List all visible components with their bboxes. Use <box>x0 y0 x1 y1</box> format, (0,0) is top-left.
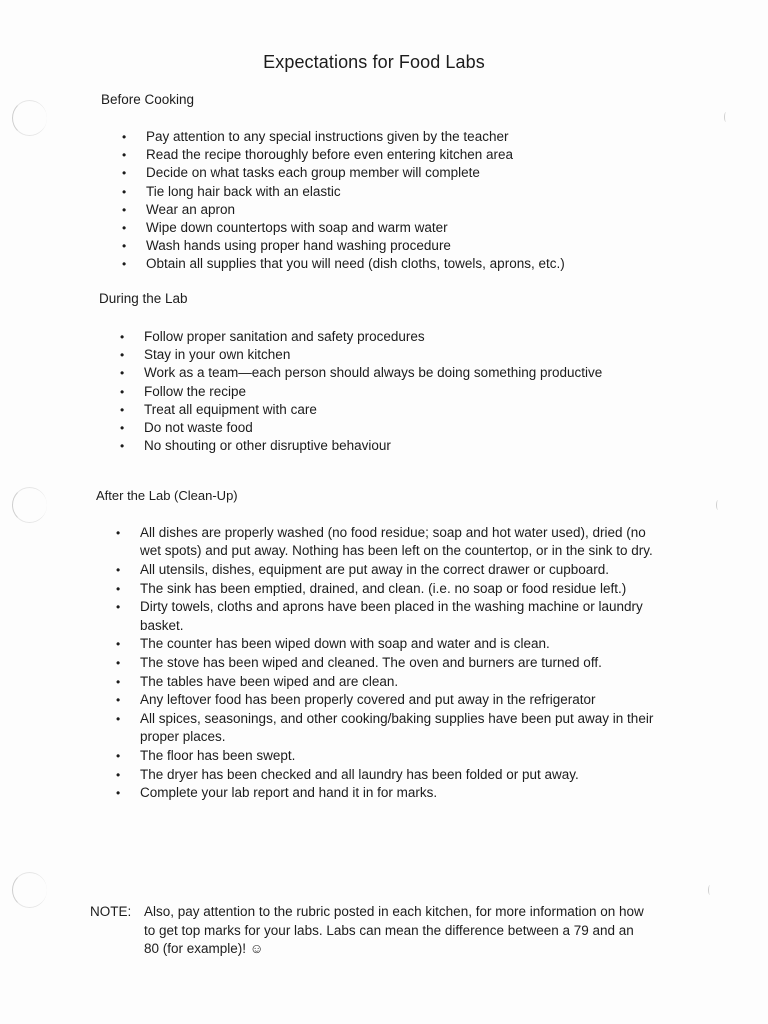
bullet-icon: • <box>116 693 121 708</box>
list-item: • Pay attention to any special instructions given by the teacher <box>146 128 666 146</box>
list-item: • The sink has been emptied, drained, and clean. (i.e. no soap or food residue left.) <box>140 580 660 598</box>
list-item: • All utensils, dishes, equipment are put away in the correct drawer or cupboard. <box>140 561 660 579</box>
list-item: • All spices, seasonings, and other cooking/baking supplies have been put away in their proper places. <box>116 711 654 745</box>
bullet-icon: • <box>122 202 127 217</box>
list-item: • Wear an apron <box>146 201 666 219</box>
punch-hole <box>12 487 47 523</box>
bullet-icon: • <box>122 130 127 144</box>
list-item: • Dirty towels, cloths and aprons have been placed in the washing machine or laundry basket. <box>116 599 643 633</box>
bullet-icon: • <box>116 562 121 577</box>
bullet-icon: • <box>122 184 127 199</box>
bullet-icon: • <box>120 348 125 363</box>
bullet-icon: • <box>122 257 127 272</box>
list-item: • Read the recipe thoroughly before even entering kitchen area <box>146 146 666 164</box>
during-lab-list <box>120 328 624 455</box>
scan-mark <box>716 500 720 510</box>
list-item: • Follow the recipe <box>144 383 624 401</box>
note-text: Also, pay attention to the rubric posted in each kitchen, for more information on how to get top marks for your labs. Labs can mean the difference between a 79 and an 80 (for example)! ☺ <box>144 904 644 956</box>
bullet-icon: • <box>122 221 127 236</box>
list-item: • Obtain all supplies that you will need (dish cloths, towels, aprons, etc.) <box>146 255 666 273</box>
list-item: • The dryer has been checked and all laundry has been folded or put away. <box>140 766 660 784</box>
bullet-icon: • <box>120 384 125 399</box>
page-title: Expectations for Food Labs <box>263 52 485 72</box>
bullet-icon: • <box>120 439 125 454</box>
scan-mark <box>724 112 728 122</box>
after-lab-list <box>116 524 660 803</box>
list-item: • The floor has been swept. <box>140 747 660 765</box>
bullet-icon: • <box>120 421 125 436</box>
bullet-icon: • <box>116 581 121 596</box>
list-item: • Decide on what tasks each group member will complete <box>146 164 666 182</box>
list-item: • Tie long hair back with an elastic <box>146 183 666 201</box>
list-item: • Work as a team—each person should always be doing something productive <box>144 364 624 382</box>
before-cooking-list <box>122 128 666 274</box>
bullet-icon: • <box>122 239 127 254</box>
list-item: • All dishes are properly washed (no food residue; soap and hot water used), dried (no wet spots) and put away. Nothing has been left on the countertop, or in the sink to dry. <box>116 525 653 559</box>
bullet-icon: • <box>116 526 121 540</box>
list-item: • The stove has been wiped and cleaned. The oven and burners are turned off. <box>140 654 660 672</box>
bullet-icon: • <box>116 674 121 689</box>
scan-mark <box>708 885 712 895</box>
list-item: • Do not waste food <box>144 419 624 437</box>
list-item: • Treat all equipment with care <box>144 401 624 419</box>
note-block <box>90 903 650 959</box>
list-item: • Wipe down countertops with soap and warm water <box>146 219 666 237</box>
list-item: • The counter has been wiped down with soap and water and is clean. <box>140 635 660 653</box>
bullet-icon: • <box>120 402 125 417</box>
section-heading-before-cooking: Before Cooking <box>101 92 195 107</box>
list-item: • Follow proper sanitation and safety procedures <box>144 328 624 346</box>
bullet-icon: • <box>122 148 127 163</box>
list-item: • The tables have been wiped and are clean. <box>140 673 660 691</box>
bullet-icon: • <box>120 330 125 344</box>
list-item: • Any leftover food has been properly covered and put away in the refrigerator <box>140 691 660 709</box>
list-item: • Wash hands using proper hand washing procedure <box>146 237 666 255</box>
bullet-icon: • <box>116 748 121 763</box>
bullet-icon: • <box>122 166 127 181</box>
punch-hole <box>12 100 47 136</box>
bullet-icon: • <box>120 366 125 381</box>
list-item: • No shouting or other disruptive behaviour <box>144 437 624 455</box>
punch-hole <box>12 872 47 908</box>
bullet-icon: • <box>116 712 121 727</box>
list-item: • Complete your lab report and hand it in for marks. <box>140 784 660 802</box>
section-heading-after-lab: After the Lab (Clean-Up) <box>96 488 238 503</box>
section-heading-during-lab: During the Lab <box>99 291 188 306</box>
bullet-icon: • <box>116 767 121 782</box>
note-label: NOTE: <box>90 904 132 919</box>
bullet-icon: • <box>116 655 121 670</box>
bullet-icon: • <box>116 637 121 652</box>
bullet-icon: • <box>116 600 121 615</box>
list-item: • Stay in your own kitchen <box>144 346 624 364</box>
bullet-icon: • <box>116 786 121 801</box>
